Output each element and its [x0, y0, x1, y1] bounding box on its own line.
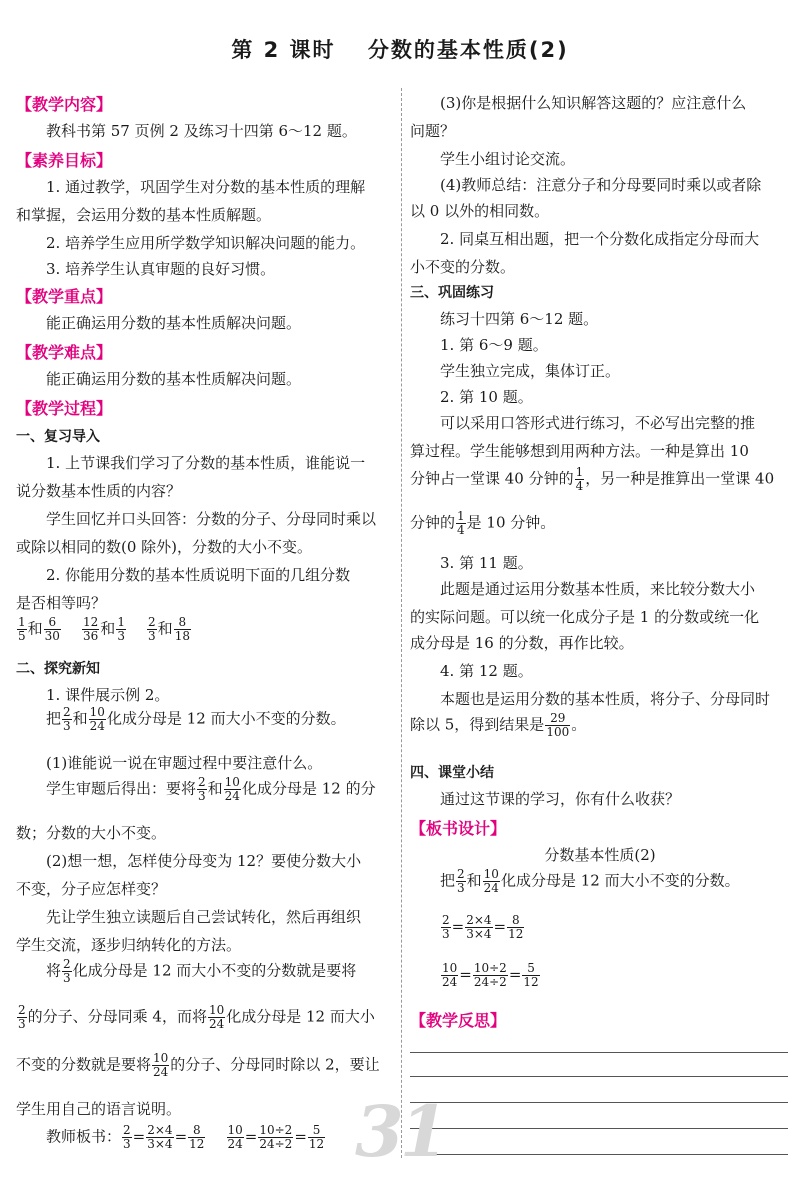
practice-4: 4. 第 12 题。	[440, 662, 533, 680]
key-points-text: 能正确运用分数的基本性质解决问题。	[46, 314, 302, 332]
method-para: 先让学生独立读题后自己尝试转化，然后再组织	[46, 908, 362, 926]
method-line-3: 不变的分数就是要将 $\frac{10}{24}$ 的分子、分母同时除以 2，要让	[16, 1051, 380, 1079]
board-design-eq-1: $\frac{2}{3}$ = $\frac{2\times 4}{3\times 4}$ = $\frac{8}{12}$	[442, 913, 524, 941]
heading-board-design: 【板书设计】	[410, 819, 507, 838]
sub-question-3-cont: 问题？	[410, 122, 456, 140]
reflection-line-1	[410, 1052, 788, 1053]
heading-key-points: 【教学重点】	[16, 287, 113, 306]
method-line-1: 将 $\frac{2}{3}$ 化成分母是 12 而大小不变的分数就是要将	[46, 957, 357, 985]
lesson-title: 第 2 课时 分数的基本性质(2)	[231, 38, 569, 62]
practice-3-text-cont: 的实际问题。可以统一化成分子是 1 的分数或统一化	[410, 608, 760, 626]
difficulties-text: 能正确运用分数的基本性质解决问题。	[46, 370, 302, 388]
heading-process: 【教学过程】	[16, 399, 113, 418]
section-explore: 二、探究新知	[16, 661, 100, 677]
reflection-line-4	[410, 1128, 788, 1129]
practice-2: 2. 第 10 题。	[440, 388, 533, 406]
page-number: 31	[355, 1090, 445, 1173]
pair-exercise: 2. 同桌互相出题，把一个分数化成指定分母而大	[440, 230, 760, 248]
question-1-cont: 说分数基本性质的内容？	[16, 482, 182, 500]
practice-2-text-end: 分钟的 $\frac{1}{4}$ 是 10 分钟。	[410, 509, 556, 537]
sub-question-3: (3)你是根据什么知识解答这题的？应注意什么	[440, 94, 747, 112]
board-design-eq-2: $\frac{10}{24}$ = $\frac{10\div 2}{24\div 2}$ = $\frac{5}{12}$	[442, 961, 539, 989]
pair-exercise-cont: 小不变的分数。	[410, 258, 516, 276]
sub-answer-1-cont: 数；分数的大小不变。	[16, 824, 167, 842]
example-statement: 把 $\frac{2}{3}$ 和 $\frac{10}{24}$ 化成分母是 12 而大小不变的分数。	[46, 705, 346, 733]
sub-question-2: (2)想一想，怎样使分母变为 12？要使分数大小	[46, 852, 362, 870]
teaching-content-text: 教科书第 57 页例 2 及练习十四第 6～12 题。	[46, 122, 357, 140]
goal-3: 3. 培养学生认真审题的良好习惯。	[46, 260, 276, 278]
heading-difficulties: 【教学难点】	[16, 343, 113, 362]
teacher-board: 教师板书： $\frac{2}{3}$ = $\frac{2\times 4}{3\times 4}$ = $\frac{8}{12}$ $\frac{10}{24}$ = $\frac{10\div 2}{24\div 2}$ = $\frac{5}{12}$	[46, 1123, 325, 1151]
answer-1-cont: 或除以相同的数(0 除外)，分数的大小不变。	[16, 538, 313, 556]
method-line-4: 学生用自己的语言说明。	[16, 1100, 182, 1118]
teacher-summary: (4)教师总结：注意分子和分母要同时乘以或者除	[440, 176, 762, 194]
practice-4-text-result: 除以 5，得到结果是 $\frac{29}{100}$ 。	[410, 711, 587, 739]
practice-2-text-frac: 分钟占一堂课 40 分钟的 $\frac{1}{4}$ ，另一种是推算出一堂课 40	[410, 465, 775, 493]
sub-question-2-cont: 不变，分子应怎样变？	[16, 880, 167, 898]
heading-goals: 【素养目标】	[16, 151, 113, 170]
example-intro: 1. 课件展示例 2。	[46, 686, 170, 704]
section-practice: 三、巩固练习	[410, 285, 494, 301]
practice-3-text: 此题是通过运用分数基本性质，来比较分数大小	[440, 580, 756, 598]
heading-teaching-content: 【教学内容】	[16, 95, 113, 114]
practice-2-text: 可以采用口答形式进行练习，不必写出完整的推	[440, 414, 756, 432]
heading-reflection: 【教学反思】	[410, 1011, 507, 1030]
answer-1: 学生回忆并口头回答：分数的分子、分母同时乘以	[46, 510, 377, 528]
section-review: 一、复习导入	[16, 429, 100, 445]
fraction-pairs: $\frac{1}{5}$ 和 $\frac{6}{30}$ $\frac{12}{36}$ 和 $\frac{1}{3}$ $\frac{2}{3}$ 和 $\frac{8}{18}$	[18, 615, 190, 643]
sub-question-1: (1)谁能说一说在审题过程中要注意什么。	[46, 754, 323, 772]
question-2-cont: 是否相等吗？	[16, 594, 107, 612]
goal-1: 1. 通过教学，巩固学生对分数的基本性质的理解	[46, 178, 366, 196]
reflection-line-5	[410, 1154, 788, 1155]
question-2: 2. 你能用分数的基本性质说明下面的几组分数	[46, 566, 351, 584]
practice-3-text-end: 成分母是 16 的分数，再作比较。	[410, 634, 634, 652]
practice-intro: 练习十四第 6～12 题。	[440, 310, 599, 328]
teacher-summary-cont: 以 0 以外的相同数。	[410, 202, 550, 220]
board-design-title: 分数基本性质(2)	[544, 846, 656, 864]
practice-2-text-cont: 算过程。学生能够想到用两种方法。一种是算出 10	[410, 442, 749, 460]
practice-1-text: 学生独立完成，集体订正。	[440, 362, 621, 380]
practice-3: 3. 第 11 题。	[440, 554, 533, 572]
reflection-line-2	[410, 1076, 788, 1077]
question-1: 1. 上节课我们学习了分数的基本性质，谁能说一	[46, 454, 366, 472]
reflection-line-3	[410, 1102, 788, 1103]
sub-answer-1: 学生审题后得出：要将 $\frac{2}{3}$ 和 $\frac{10}{24}$ 化成分母是 12 的分	[46, 775, 376, 803]
practice-1: 1. 第 6～9 题。	[440, 336, 548, 354]
practice-4-text: 本题也是运用分数的基本性质，将分子、分母同时	[440, 690, 771, 708]
goal-1-cont: 和掌握，会运用分数的基本性质解题。	[16, 206, 272, 224]
method-line-2: $\frac{2}{3}$ 的分子、分母同乘 4，而将 $\frac{10}{24}$ 化成分母是 12 而大小	[18, 1003, 375, 1031]
group-discussion: 学生小组讨论交流。	[440, 150, 576, 168]
board-design-statement: 把 $\frac{2}{3}$ 和 $\frac{10}{24}$ 化成分母是 12 而大小不变的分数。	[440, 867, 740, 895]
goal-2: 2. 培养学生应用所学数学知识解决问题的能力。	[46, 234, 366, 252]
method-para-cont: 学生交流，逐步归纳转化的方法。	[16, 936, 242, 954]
section-summary: 四、课堂小结	[410, 765, 494, 781]
summary-text: 通过这节课的学习，你有什么收获？	[440, 790, 681, 808]
